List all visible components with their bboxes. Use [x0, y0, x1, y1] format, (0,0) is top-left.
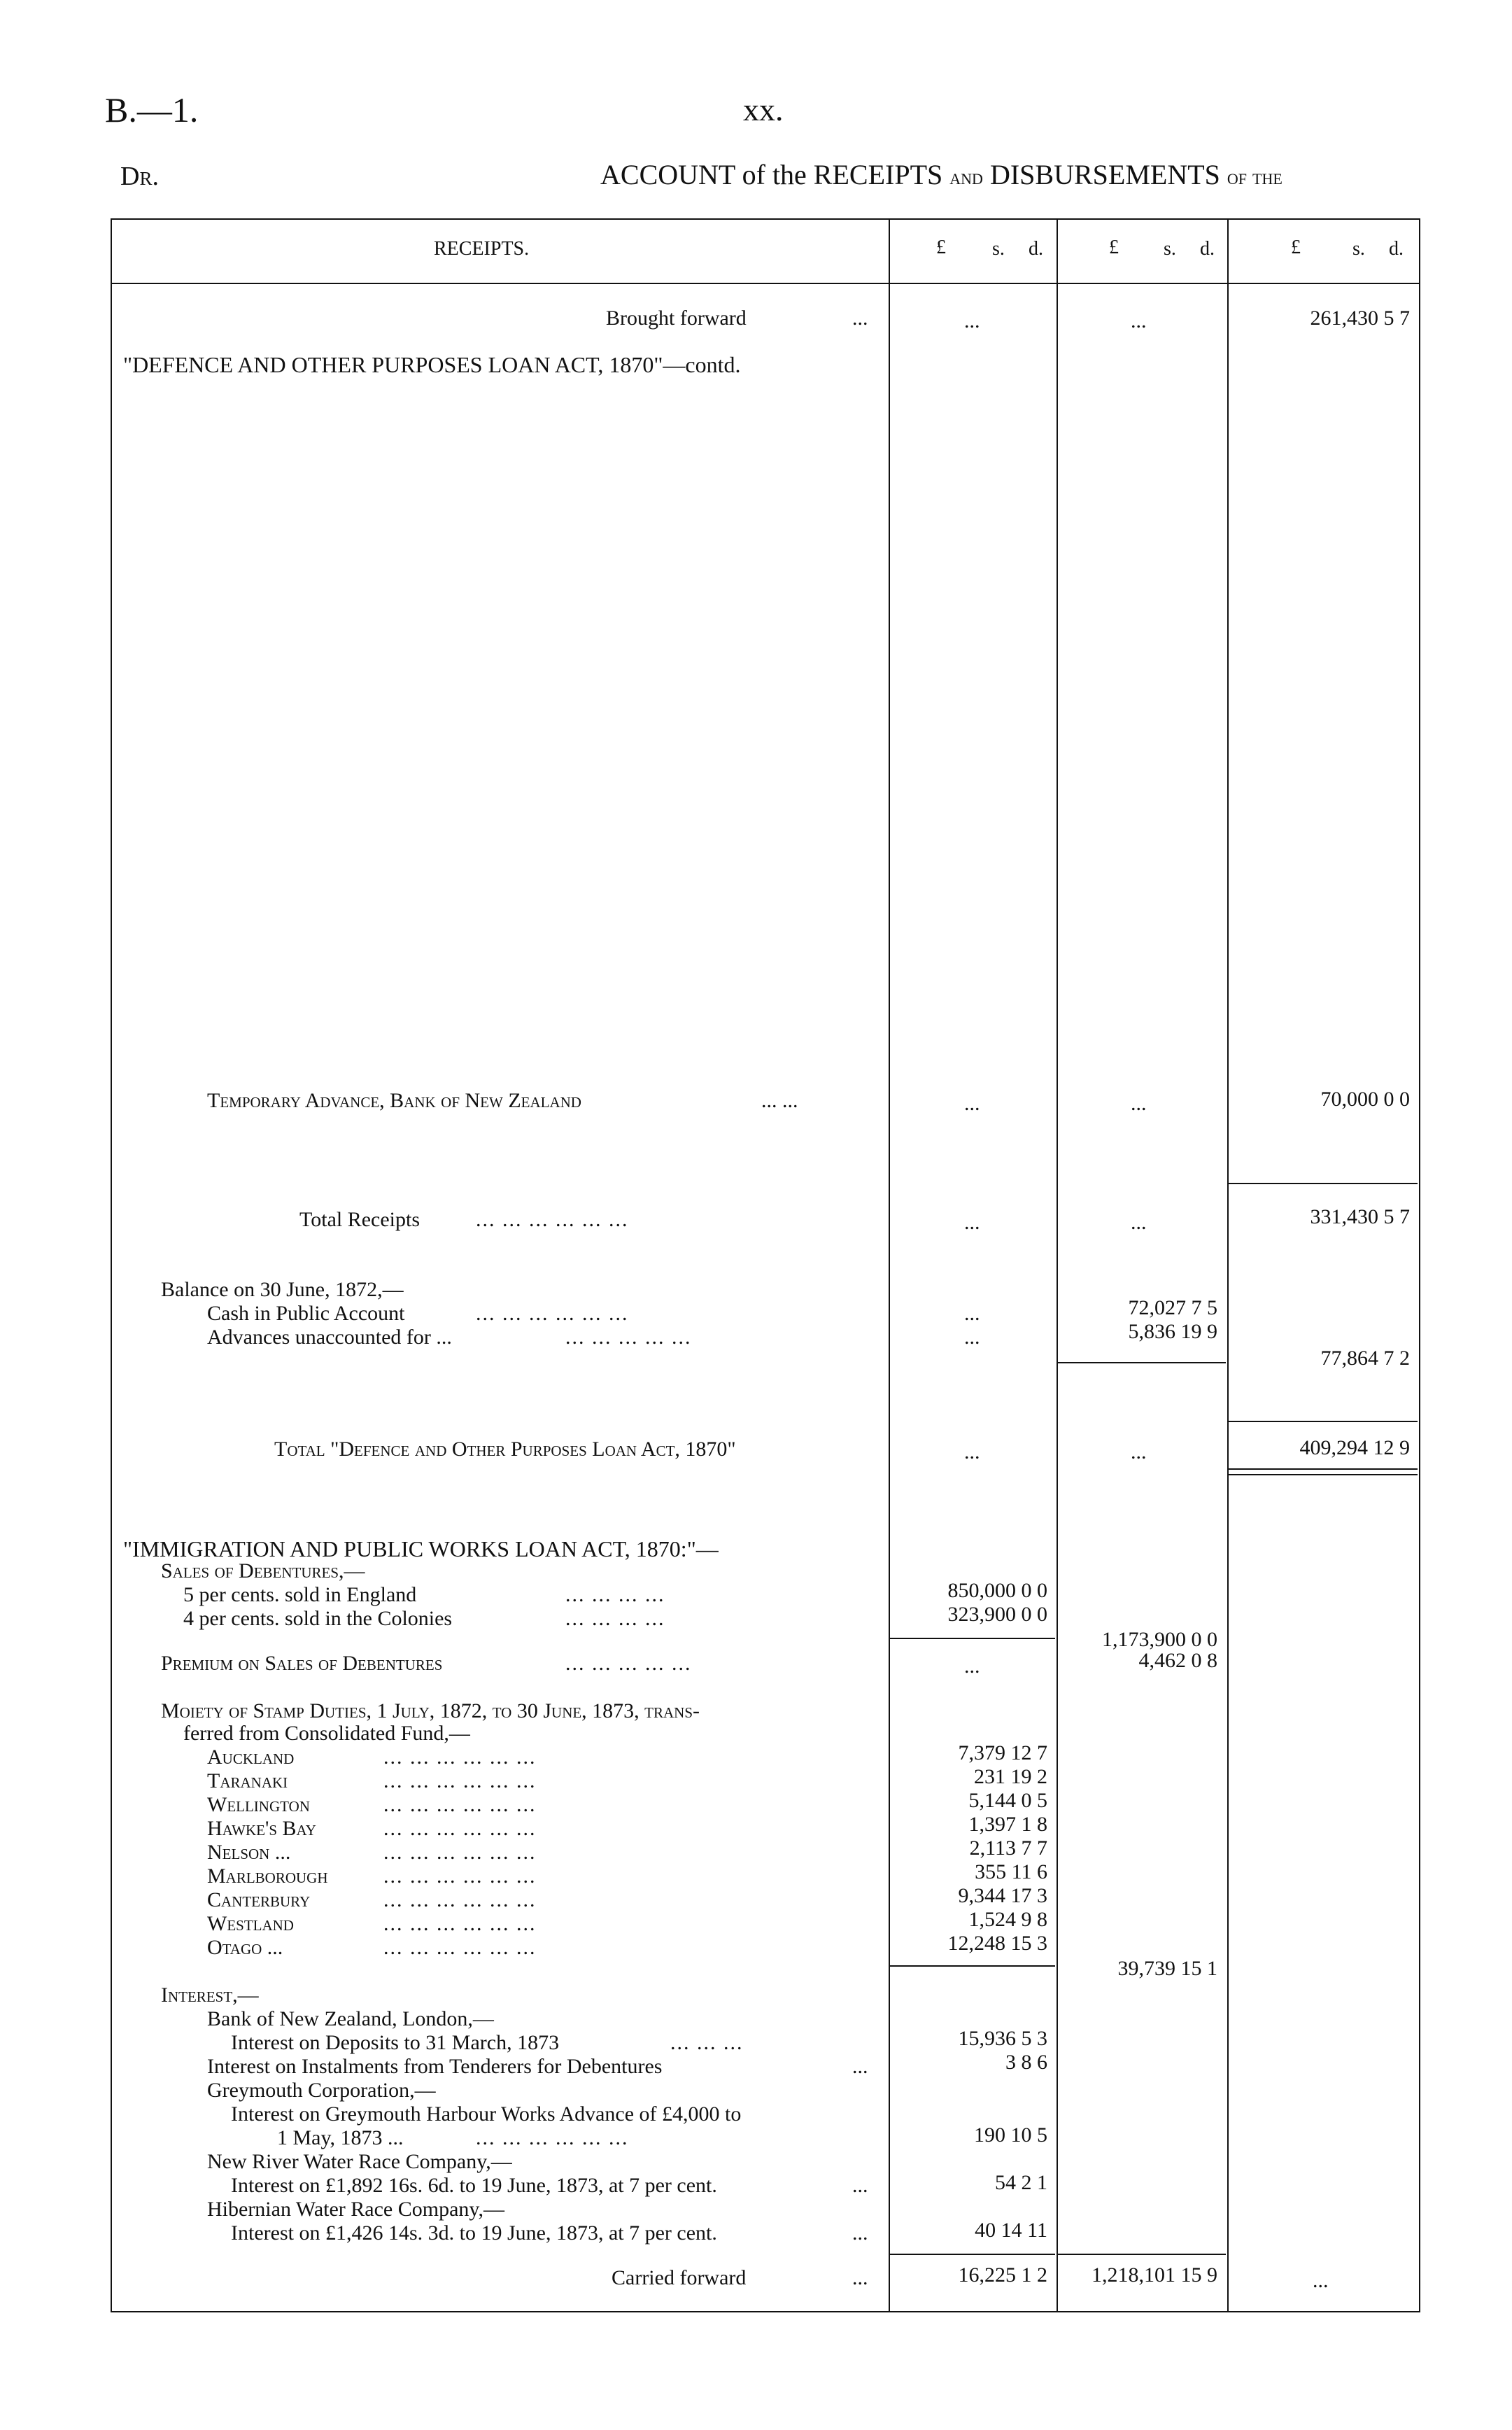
- total-receipts-col2: ...: [1131, 1211, 1147, 1234]
- brought-forward-col2: ...: [1131, 309, 1147, 332]
- balance-advances-col2: 5,836 19 9: [1128, 1320, 1217, 1343]
- table-top-border: [111, 218, 1420, 220]
- interest-heading: Interest,—: [161, 1983, 259, 2007]
- brought-forward-label: Brought forward: [606, 307, 747, 330]
- sales-heading: Sales of Debentures,—: [161, 1559, 365, 1582]
- pound-header-3: £: [1291, 237, 1301, 258]
- moiety-heading-line1: Moiety of Stamp Duties, 1 July, 1872, to 30 June, 1873, trans-: [161, 1699, 700, 1722]
- col2-divider: [1057, 218, 1058, 2312]
- balance-cash-dots: ... ... ... ... ... ...: [476, 1302, 629, 1325]
- province-name: Otago ...: [207, 1936, 283, 1959]
- premium-col1: ...: [964, 1655, 980, 1678]
- province-name: Westland: [207, 1912, 294, 1935]
- total-receipts-total: 331,430 5 7: [1310, 1205, 1410, 1228]
- col1-divider: [889, 218, 890, 2312]
- province-value: 5,144 0 5: [968, 1789, 1047, 1812]
- province-name: Canterbury: [207, 1888, 311, 1911]
- carried-forward-total: ...: [1313, 2269, 1329, 2292]
- province-value: 9,344 17 3: [958, 1884, 1047, 1907]
- province-value: 2,113 7 7: [969, 1836, 1047, 1860]
- sales-subtotal-rule: [890, 1638, 1055, 1639]
- temporary-advance-total: 70,000 0 0: [1320, 1088, 1410, 1111]
- instalments-label: Interest on Instalments from Tenderers for Debentures: [207, 2055, 663, 2078]
- col3-divider: [1227, 218, 1229, 2312]
- bnz-deposits-dots: ... ... ...: [670, 2031, 744, 2054]
- premium-label: Premium on Sales of Debentures: [161, 1652, 443, 1675]
- debit-label: Dr.: [120, 162, 159, 191]
- pound-header-2: £: [1109, 237, 1119, 258]
- defence-act-heading: "DEFENCE AND OTHER PURPOSES LOAN ACT, 1870"—contd.: [123, 352, 741, 377]
- brought-forward-total: 261,430 5 7: [1310, 307, 1410, 330]
- carried-forward-rule-2: [1058, 2254, 1226, 2255]
- carried-forward-col1: 16,225 1 2: [958, 2263, 1047, 2287]
- moiety-subtotal-rule: [890, 1965, 1055, 1967]
- province-value: 12,248 15 3: [947, 1932, 1047, 1955]
- province-value: 7,379 12 7: [958, 1741, 1047, 1764]
- total-defence-label: Total "Defence and Other Purposes Loan Act, 1870": [274, 1438, 736, 1461]
- pence-header-2: d.: [1200, 238, 1215, 260]
- province-name: Auckland: [207, 1746, 295, 1769]
- bnz-heading: Bank of New Zealand, London,—: [207, 2007, 494, 2030]
- total-defence-double-rule-2: [1229, 1474, 1418, 1475]
- sales-england-col1: 850,000 0 0: [947, 1579, 1047, 1602]
- pound-header-1: £: [936, 237, 946, 258]
- moiety-total: 39,739 15 1: [1117, 1957, 1217, 1980]
- pence-header-1: d.: [1029, 238, 1043, 260]
- greymouth-line2: 1 May, 1873 ...: [277, 2126, 404, 2149]
- province-dots: ... ... ... ... ... ...: [383, 1912, 537, 1935]
- sales-colonies-label: 4 per cents. sold in the Colonies: [183, 1607, 453, 1630]
- moiety-heading-line2: ferred from Consolidated Fund,—: [183, 1722, 470, 1745]
- newriver-label: Interest on £1,892 16s. 6d. to 19 June, 1873, at 7 per cent.: [231, 2174, 717, 2197]
- province-dots: ... ... ... ... ... ...: [383, 1769, 537, 1792]
- immigration-heading: "IMMIGRATION AND PUBLIC WORKS LOAN ACT, 1870:"—: [123, 1536, 719, 1561]
- province-dots: ... ... ... ... ... ...: [383, 1888, 537, 1911]
- balance-heading: Balance on 30 June, 1872,—: [161, 1278, 404, 1301]
- shilling-header-1: s.: [992, 238, 1005, 260]
- total-receipts-rule: [1229, 1183, 1418, 1184]
- greymouth-heading: Greymouth Corporation,—: [207, 2079, 436, 2102]
- hibernian-heading: Hibernian Water Race Company,—: [207, 2198, 504, 2221]
- right-border: [1419, 218, 1420, 2312]
- table-bottom-border: [111, 2311, 1420, 2312]
- balance-advances-col1: ...: [964, 1326, 980, 1349]
- newriver-dots: ...: [852, 2174, 868, 2197]
- carried-forward-col2: 1,218,101 15 9: [1091, 2263, 1217, 2287]
- total-receipts-dots: ... ... ... ... ... ...: [476, 1208, 629, 1231]
- page-reference: B.—1.: [105, 90, 199, 129]
- shilling-header-2: s.: [1164, 238, 1176, 260]
- bnz-deposits-label: Interest on Deposits to 31 March, 1873: [231, 2031, 560, 2054]
- temporary-advance-label: Temporary Advance, Bank of New Zealand: [207, 1089, 581, 1112]
- total-defence-rule: [1229, 1421, 1418, 1422]
- balance-total: 77,864 7 2: [1320, 1347, 1410, 1370]
- balance-cash-col1: ...: [964, 1302, 980, 1325]
- balance-cash-col2: 72,027 7 5: [1128, 1296, 1217, 1319]
- balance-subtotal-rule: [1058, 1362, 1226, 1363]
- province-value: 231 19 2: [974, 1765, 1047, 1788]
- balance-cash-label: Cash in Public Account: [207, 1302, 405, 1325]
- province-dots: ... ... ... ... ... ...: [383, 1793, 537, 1816]
- sales-total: 1,173,900 0 0: [1102, 1628, 1217, 1651]
- brought-forward-col1: ...: [964, 309, 980, 332]
- carried-forward-rule-1: [890, 2254, 1055, 2255]
- temporary-advance-dots: ... ...: [761, 1089, 798, 1112]
- temporary-advance-col1: ...: [964, 1092, 980, 1115]
- province-dots: ... ... ... ... ... ...: [383, 1746, 537, 1769]
- bnz-deposits-col1: 15,936 5 3: [958, 2027, 1047, 2050]
- shilling-header-3: s.: [1352, 238, 1365, 260]
- province-dots: ... ... ... ... ... ...: [383, 1864, 537, 1888]
- sales-england-dots: ... ... ... ...: [565, 1583, 665, 1606]
- receipts-column-header: RECEIPTS.: [434, 238, 530, 260]
- total-defence-col1: ...: [964, 1440, 980, 1463]
- province-name: Hawke's Bay: [207, 1817, 316, 1840]
- greymouth-col1: 190 10 5: [974, 2123, 1047, 2147]
- greymouth-dots: ... ... ... ... ... ...: [476, 2126, 629, 2149]
- balance-advances-dots: ... ... ... ... ...: [565, 1326, 692, 1349]
- total-defence-col2: ...: [1131, 1440, 1147, 1463]
- hibernian-label: Interest on £1,426 14s. 3d. to 19 June, 1873, at 7 per cent.: [231, 2221, 717, 2245]
- pence-header-3: d.: [1389, 238, 1404, 260]
- instalments-dots: ...: [852, 2055, 868, 2078]
- province-name: Taranaki: [207, 1769, 288, 1792]
- carried-forward-label: Carried forward: [612, 2266, 747, 2289]
- province-dots: ... ... ... ... ... ...: [383, 1817, 537, 1840]
- page-number: xx.: [743, 92, 784, 127]
- temporary-advance-col2: ...: [1131, 1092, 1147, 1115]
- total-defence-double-rule-1: [1229, 1468, 1418, 1470]
- brought-forward-dots: ...: [852, 307, 868, 330]
- province-value: 355 11 6: [975, 1860, 1047, 1883]
- province-name: Nelson ...: [207, 1841, 291, 1864]
- balance-advances-label: Advances unaccounted for ...: [207, 1326, 452, 1349]
- sales-england-label: 5 per cents. sold in England: [183, 1583, 417, 1606]
- hibernian-col1: 40 14 11: [975, 2219, 1047, 2242]
- newriver-col1: 54 2 1: [995, 2171, 1047, 2194]
- hibernian-dots: ...: [852, 2221, 868, 2245]
- greymouth-line1: Interest on Greymouth Harbour Works Advance of £4,000 to: [231, 2102, 742, 2126]
- province-name: Wellington: [207, 1793, 310, 1816]
- carried-forward-dots: ...: [852, 2266, 868, 2289]
- province-value: 1,397 1 8: [968, 1813, 1047, 1836]
- province-value: 1,524 9 8: [968, 1908, 1047, 1931]
- province-dots: ... ... ... ... ... ...: [383, 1841, 537, 1864]
- page-title: ACCOUNT of the RECEIPTS and DISBURSEMENTS of the: [600, 159, 1283, 190]
- province-name: Marlborough: [207, 1864, 328, 1888]
- sales-colonies-col1: 323,900 0 0: [947, 1603, 1047, 1626]
- header-bottom-border: [111, 283, 1420, 284]
- total-defence-total: 409,294 12 9: [1299, 1436, 1410, 1459]
- total-receipts-col1: ...: [964, 1211, 980, 1234]
- province-dots: ... ... ... ... ... ...: [383, 1936, 537, 1959]
- sales-colonies-dots: ... ... ... ...: [565, 1607, 665, 1630]
- left-border: [111, 218, 112, 2312]
- total-receipts-label: Total Receipts: [299, 1208, 421, 1231]
- newriver-heading: New River Water Race Company,—: [207, 2150, 512, 2173]
- premium-col2: 4,462 0 8: [1138, 1649, 1217, 1672]
- instalments-col1: 3 8 6: [1005, 2051, 1047, 2074]
- premium-dots: ... ... ... ... ...: [565, 1652, 692, 1675]
